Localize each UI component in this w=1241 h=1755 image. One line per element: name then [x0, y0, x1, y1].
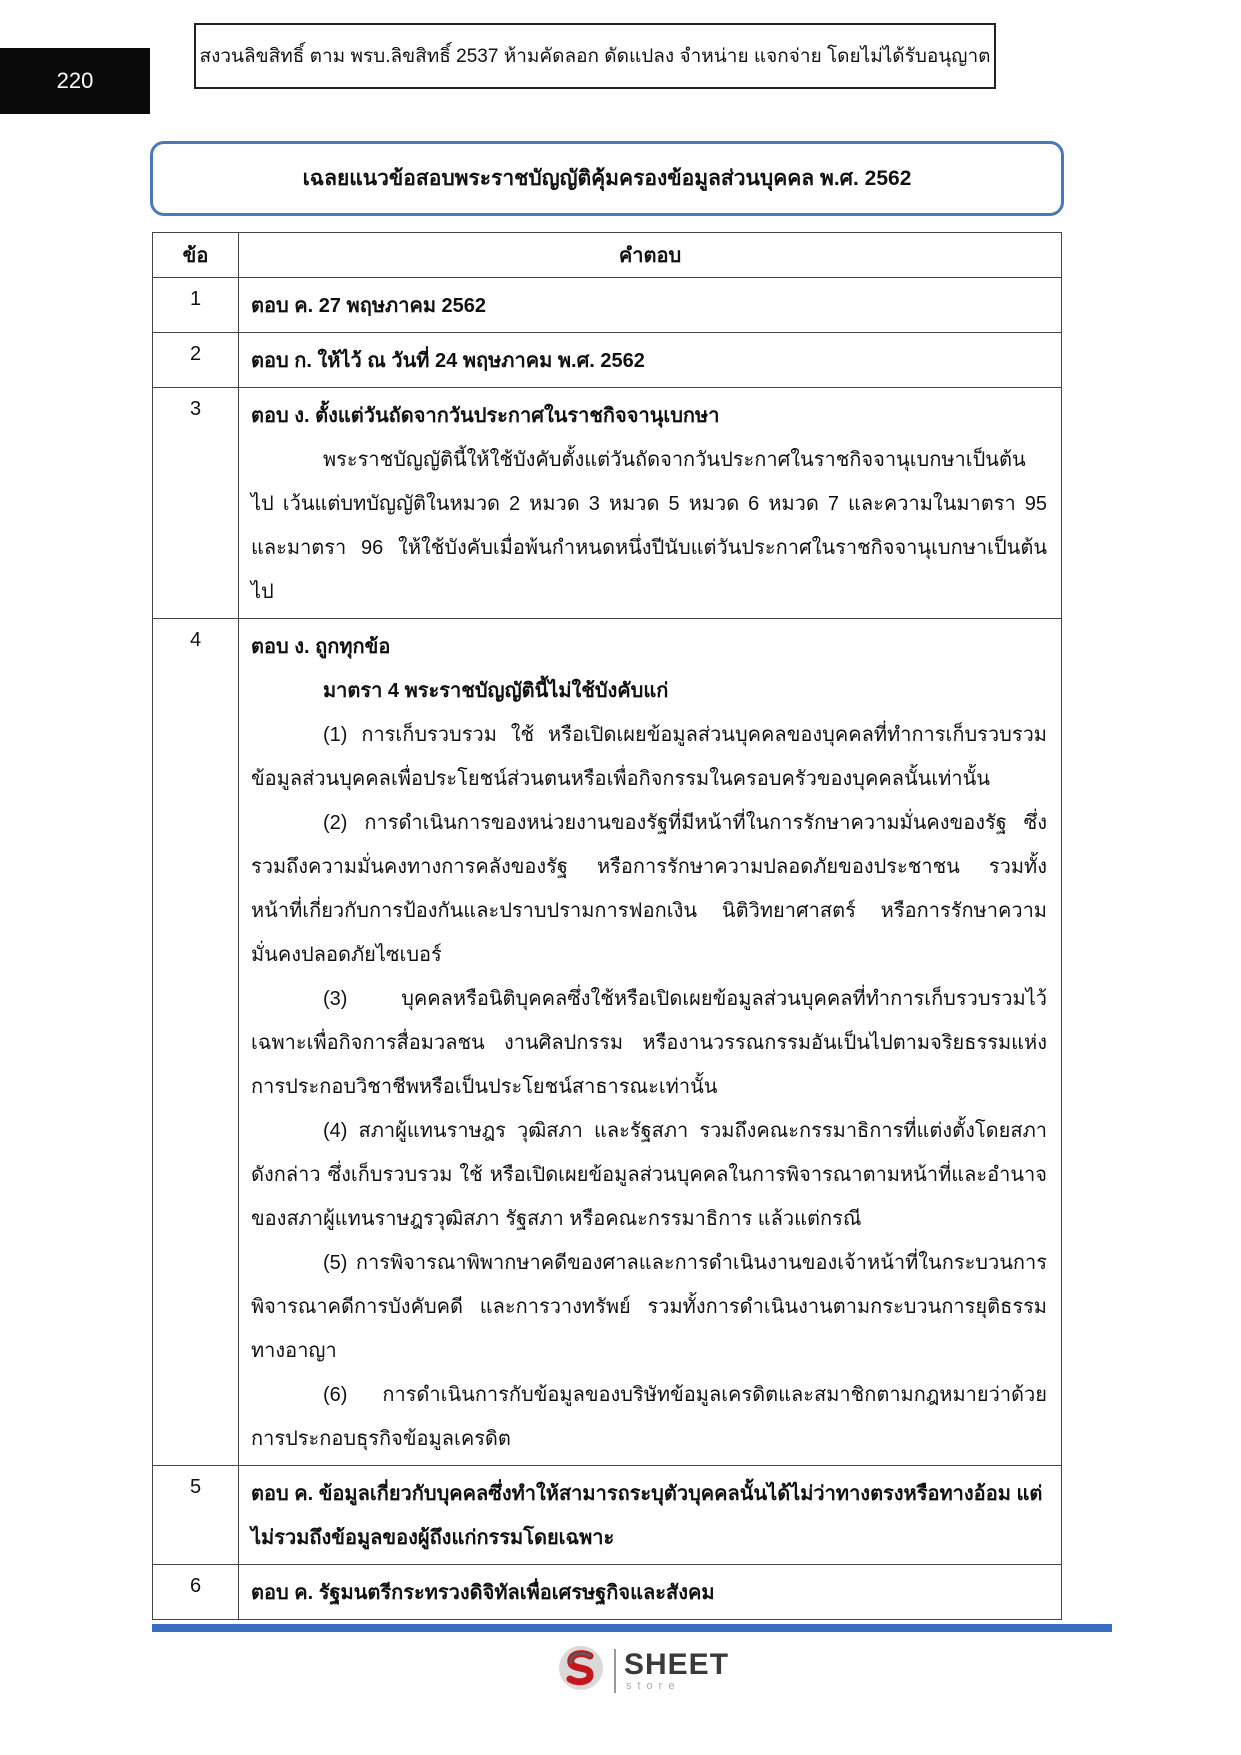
explanation-item-5: (5) การพิจารณาพิพากษาคดีของศาลและการดำเนินงานของเจ้าหน้าที่ในกระบวนการพิจารณาคดีการบังคับคดี และการวางทรัพย์ รวมทั้งการดำเนินงานตามกระบวนการยุติธรรมทางอาญา: [251, 1252, 1047, 1362]
document-title: เฉลยแนวข้อสอบพระราชบัญญัติคุ้มครองข้อมูลส่วนบุคคล พ.ศ. 2562: [150, 141, 1064, 216]
logo-subword: store: [626, 1679, 681, 1692]
footer-rule: [152, 1624, 1112, 1632]
answer-choice: ตอบ ง. ถูกทุกข้อ: [251, 636, 391, 658]
answer-cell: [239, 278, 1062, 333]
answer-table: [152, 232, 1062, 1620]
explanation-paragraph: พระราชบัญญัตินี้ให้ใช้บังคับตั้งแต่วันถัดจากวันประกาศในราชกิจจานุเบกษาเป็นต้นไป เว้นแต่บทบัญญัติในหมวด 2 หมวด 3 หมวด 5 หมวด 6 หมวด 7 และความในมาตรา 95 และมาตรา 96 ให้ใช้บังคับเมื่อพ้นกำหนดหนึ่งปีนับแต่วันประกาศในราชกิจจานุเบกษาเป็นต้นไป: [251, 449, 1047, 603]
answer-choice: ตอบ ค. 27 พฤษภาคม 2562: [251, 295, 487, 317]
copyright-notice: สงวนลิขสิทธิ์ ตาม พรบ.ลิขสิทธิ์ 2537 ห้ามคัดลอก ดัดแปลง จำหน่าย แจกจ่าย โดยไม่ได้รับอนุญาต: [194, 23, 996, 89]
answer-choice: ตอบ ค. รัฐมนตรีกระทรวงดิจิทัลเพื่อเศรษฐกิจและสังคม: [251, 1582, 715, 1604]
answer-cell: [239, 333, 1062, 388]
question-number: 6: [153, 1565, 239, 1620]
table-row: [153, 333, 1062, 388]
question-number: 4: [153, 619, 239, 1466]
column-header-number: ข้อ: [153, 233, 239, 278]
table-row: [153, 1565, 1062, 1620]
table-header-row: [153, 233, 1062, 278]
logo-divider: [614, 1649, 616, 1693]
logo-text: [624, 1647, 730, 1692]
answer-cell: [239, 388, 1062, 619]
table-row: [153, 278, 1062, 333]
answer-cell: [239, 619, 1062, 1466]
explanation-item-4: (4) สภาผู้แทนราษฎร วุฒิสภา และรัฐสภา รวมถึงคณะกรรมาธิการที่แต่งตั้งโดยสภาดังกล่าว ซึ่งเก็บรวบรวม ใช้ หรือเปิดเผยข้อมูลส่วนบุคคลในการพิจารณาตามหน้าที่และอำนาจของสภาผู้แทนราษฎรวุฒิสภา รัฐสภา หรือคณะกรรมาธิการ แล้วแต่กรณี: [251, 1120, 1047, 1230]
answer-cell: [239, 1565, 1062, 1620]
question-number: 3: [153, 388, 239, 619]
question-number: 1: [153, 278, 239, 333]
answer-choice: ตอบ ก. ให้ไว้ ณ วันที่ 24 พฤษภาคม พ.ศ. 2562: [251, 350, 645, 372]
column-header-answer: คำตอบ: [239, 233, 1062, 278]
sheet-store-logo: [556, 1643, 729, 1698]
question-number: 2: [153, 333, 239, 388]
explanation-item-1: (1) การเก็บรวบรวม ใช้ หรือเปิดเผยข้อมูลส่วนบุคคลของบุคคลที่ทำการเก็บรวบรวมข้อมูลส่วนบุคคลเพื่อประโยชน์ส่วนตนหรือเพื่อกิจกรรมในครอบครัวของบุคคลนั้นเท่านั้น: [251, 724, 1047, 790]
sheet-store-s-logo-icon: [556, 1643, 606, 1698]
logo-word: SHEET: [624, 1647, 730, 1681]
question-number: 5: [153, 1466, 239, 1565]
answer-choice: ตอบ ค. ข้อมูลเกี่ยวกับบุคคลซึ่งทำให้สามารถระบุตัวบุคคลนั้นได้ไม่ว่าทางตรงหรือทางอ้อม แต่ไม่รวมถึงข้อมูลของผู้ถึงแก่กรรมโดยเฉพาะ: [251, 1483, 1043, 1549]
explanation-item-6: (6) การดำเนินการกับข้อมูลของบริษัทข้อมูลเครดิตและสมาชิกตามกฎหมายว่าด้วยการประกอบธุรกิจข้อมูลเครดิต: [251, 1384, 1047, 1450]
table-row: [153, 1466, 1062, 1565]
table-row: [153, 619, 1062, 1466]
explanation-item-3: (3) บุคคลหรือนิติบุคคลซึ่งใช้หรือเปิดเผยข้อมูลส่วนบุคคลที่ทำการเก็บรวบรวมไว้เฉพาะเพื่อกิจการสื่อมวลชน งานศิลปกรรม หรืองานวรรณกรรมอันเป็นไปตามจริยธรรมแห่งการประกอบวิชาชีพหรือเป็นประโยชน์สาธารณะเท่านั้น: [251, 988, 1047, 1098]
page-number: 220: [0, 48, 150, 114]
section-heading: มาตรา 4 พระราชบัญญัตินี้ไม่ใช้บังคับแก่: [323, 680, 669, 702]
table-row: [153, 388, 1062, 619]
answer-cell: [239, 1466, 1062, 1565]
answer-choice: ตอบ ง. ตั้งแต่วันถัดจากวันประกาศในราชกิจจานุเบกษา: [251, 405, 720, 427]
explanation-item-2: (2) การดำเนินการของหน่วยงานของรัฐที่มีหน้าที่ในการรักษาความมั่นคงของรัฐ ซึ่งรวมถึงความมั่นคงทางการคลังของรัฐ หรือการรักษาความปลอดภัยของประชาชน รวมทั้งหน้าที่เกี่ยวกับการป้องกันและปราบปรามการฟอกเงิน นิติวิทยาศาสตร์ หรือการรักษาความมั่นคงปลอดภัยไซเบอร์: [251, 812, 1047, 966]
